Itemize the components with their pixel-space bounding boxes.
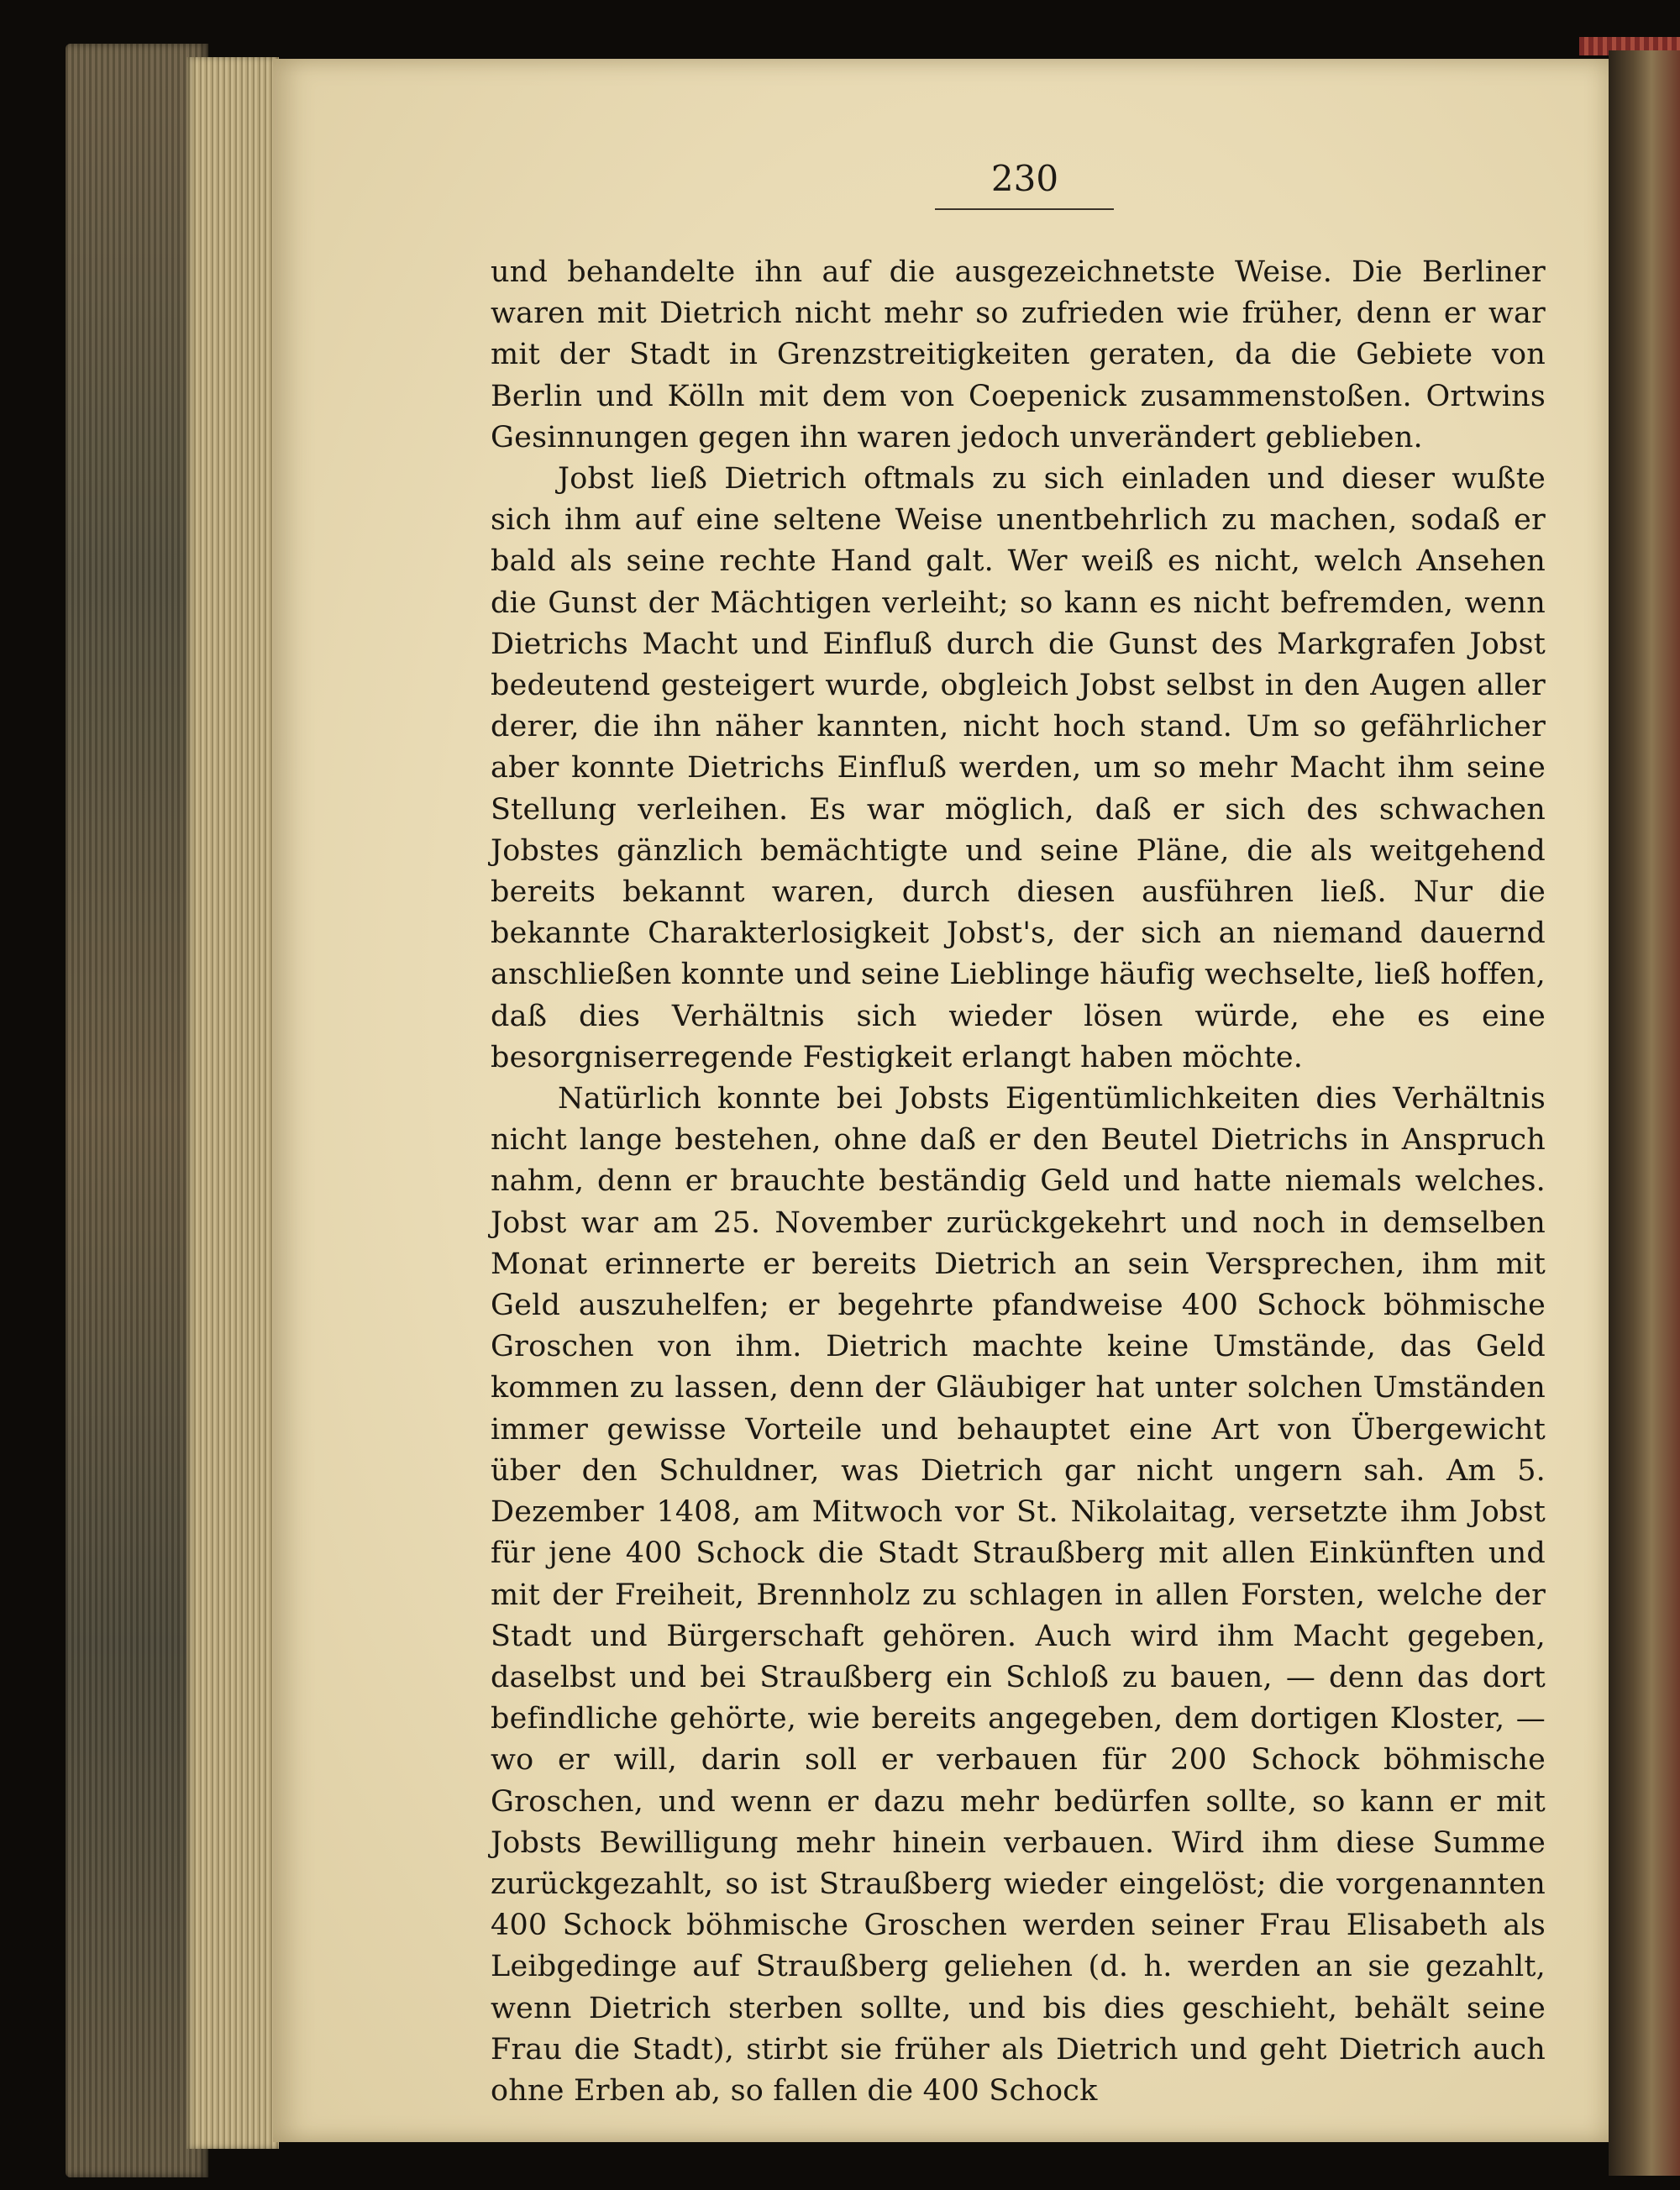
body-text xyxy=(491,252,1546,2112)
page-number: 230 xyxy=(990,158,1059,199)
book-gutter xyxy=(1609,50,1680,2176)
page-number-rule xyxy=(935,208,1114,210)
paragraph-1: und behandelte ihn auf die ausgezeichnetste Weise. Die Berliner waren mit Dietrich nicht mehr so zufrieden wie früher, denn er war mit der Stadt in Grenzstreitigkeiten geraten, da die Gebiete von Berlin und Kölln mit dem von Coepenick zusammenstoßen. Ortwins Gesinnungen gegen ihn waren jedoch unverändert geblieben. xyxy=(491,255,1546,454)
paragraph-3: Natürlich konnte bei Jobsts Eigentümlichkeiten dies Verhältnis nicht lange bestehen, ohne daß er den Beutel Dietrichs in Anspruch nahm, denn er brauchte beständig Geld und hatte niemals welches. Jobst war am 25. November zurückgekehrt und noch in demselben Monat erinnerte er bereits Dietrich an sein Versprechen, ihm mit Geld auszuhelfen; er begehrte pfandweise 400 Schock böhmische Groschen von ihm. Dietrich machte keine Umstände, das Geld kommen zu lassen, denn der Gläubiger hat unter solchen Umständen immer gewisse Vorteile und behauptet eine Art von Übergewicht über den Schuldner, was Dietrich gar nicht ungern sah. Am 5. Dezember 1408, am Mitwoch vor St. Nikolaitag, versetzte ihm Jobst für jene 400 Schock die Stadt Straußberg mit allen Einkünften und mit der Freiheit, Brennholz zu schlagen in allen Forsten, welche der Stadt und Bürgerschaft gehören. Auch wird ihm Macht gegeben, daselbst und bei Straußberg ein Schloß zu bauen, — denn das dort befindliche gehörte, wie bereits angegeben, dem dortigen Kloster, — wo er will, darin soll er verbauen für 200 Schock böhmische Groschen, und wenn er dazu mehr bedürfen sollte, so kann er mit Jobsts Bewilligung mehr hinein verbauen. Wird ihm diese Summe zurückgezahlt, so ist Straußberg wieder eingelöst; die vorgenannten 400 Schock böhmische Groschen werden seiner Frau Elisabeth als Leibgedinge auf Straußberg geliehen (d. h. werden an sie gezahlt, wenn Dietrich sterben sollte, und bis dies geschieht, behält seine Frau die Stadt), stirbt sie früher als Dietrich und geht Dietrich auch ohne Erben ab, so fallen die 400 Schock xyxy=(491,1082,1546,2108)
page-stack-edge xyxy=(186,57,279,2149)
paragraph-2: Jobst ließ Dietrich oftmals zu sich einladen und dieser wußte sich ihm auf eine seltene Weise unentbehrlich zu machen, sodaß er bald als seine rechte Hand galt. Wer weiß es nicht, welch Ansehen die Gunst der Mächtigen verleiht; so kann es nicht befremden, wenn Dietrichs Macht und Einfluß durch die Gunst des Markgrafen Jobst bedeutend gesteigert wurde, obgleich Jobst selbst in den Augen aller derer, die ihn näher kannten, nicht hoch stand. Um so gefährlicher aber konnte Dietrichs Einfluß werden, um so mehr Macht ihm seine Stellung verleihen. Es war möglich, daß er sich des schwachen Jobstes gänzlich bemächtigte und seine Pläne, die als weitgehend bereits bekannt waren, durch diesen ausführen ließ. Nur die bekannte Charakterlosigkeit Jobst's, der sich an niemand dauernd anschließen konnte und seine Lieblinge häufig wechselte, ließ hoffen, daß dies Verhältnis sich wieder lösen würde, ehe es eine besorgniserregende Festigkeit erlangt haben möchte. xyxy=(491,462,1546,1074)
